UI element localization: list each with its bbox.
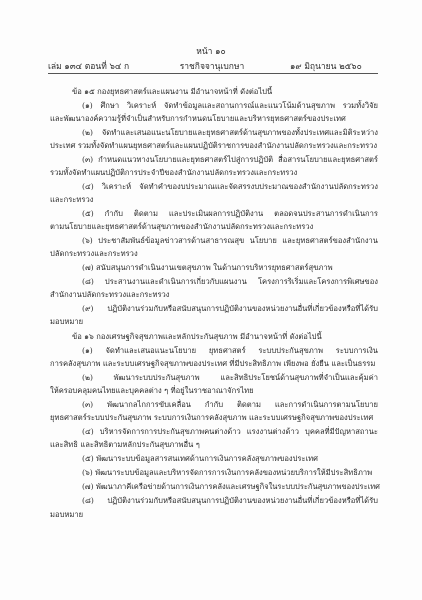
section-15-heading: ข้อ ๑๕ กองยุทธศาสตร์และแผนงาน มีอำนาจหน้าที่ ดังต่อไปนี้ xyxy=(72,87,273,96)
body-line: (๕) กำกับ ติดตาม และประเมินผลการปฏิบัติงาน ตลอดจนประสานการดำเนินการ xyxy=(82,209,378,218)
body-line: สำนักงานปลัดกระทรวงและกระทรวง xyxy=(50,290,170,299)
body-line: และพัฒนาองค์ความรู้ที่จำเป็นสำหรับการกำหนดนโยบายและบริหารยุทธศาสตร์ของประเทศ xyxy=(50,114,346,123)
publication-date: ๑๙ มิถุนายน ๒๕๖๐ xyxy=(290,62,362,72)
body-line: (๔) วิเคราะห์ จัดทำคำของบประมาณและจัดสรรงบประมาณของสำนักงานปลัดกระทรวง xyxy=(82,182,378,191)
body-line: และสิทธิ และสิทธิตามหลักประกันสุขภาพอื่น ๆ xyxy=(50,440,200,449)
body-line: และกระทรวง xyxy=(50,195,94,204)
body-line: มอบหมาย xyxy=(50,317,84,326)
body-line: (๓) กำหนดแนวทางนโยบายและยุทธศาสตร์ไปสู่การปฏิบัติ สื่อสารนโยบายและยุทธศาสตร์ xyxy=(82,155,378,164)
body-line: (๕) พัฒนาระบบข้อมูลสารสนเทศด้านการเงินการคลังสุขภาพของประเทศ xyxy=(82,454,319,463)
page-number: หน้า ๑๐ xyxy=(196,47,226,57)
body-line: (๒) จัดทำและเสนอแนะนโยบายและยุทธศาสตร์ด้านสุขภาพของทั้งประเทศและมิติระหว่าง xyxy=(82,128,378,137)
body-line: (๓) พัฒนากลไกการขับเคลื่อน กำกับ ติดตาม และการดำเนินการตามนโยบาย xyxy=(82,400,378,409)
body-line: (๗) พัฒนาภาคีเครือข่ายด้านการเงินการคลังและเศรษฐกิจในระบบประกันสุขภาพของประเทศ xyxy=(82,482,380,491)
body-line: มอบหมาย xyxy=(50,510,84,519)
body-line: ยุทธศาสตร์ระบบประกันสุขภาพ ระบบการเงินการคลังสุขภาพ และระบบเศรษฐกิจสุขภาพของประเทศ xyxy=(50,413,374,422)
body-line: (๘) ปฏิบัติงานร่วมกับหรือสนับสนุนการปฏิบัติงานของหน่วยงานอื่นที่เกี่ยวข้องหรือที่ได้รับ xyxy=(82,496,378,505)
body-line: (๘) ประสานงานและดำเนินการเกี่ยวกับแผนงาน โครงการริเริ่มและโครงการพิเศษของ xyxy=(82,277,378,286)
body-line: (๗) สนับสนุนการดำเนินงานเขตสุขภาพ ในด้านการบริหารยุทธศาสตร์สุขภาพ xyxy=(82,263,333,272)
body-line: (๙) ปฏิบัติงานร่วมกับหรือสนับสนุนการปฏิบัติงานของหน่วยงานอื่นที่เกี่ยวข้องหรือที่ได้รับ xyxy=(82,304,378,313)
body-line: รวมทั้งจัดทำแผนปฏิบัติการประจำปีของสำนักงานปลัดกระทรวงและกระทรวง xyxy=(50,168,298,177)
body-line: ให้ครอบคลุมคนไทยและบุคคลต่าง ๆ ที่อยู่ในราชอาณาจักรไทย xyxy=(50,386,254,395)
body-line: (๖) พัฒนาระบบข้อมูลและบริหารจัดการการเงินการคลังของหน่วยบริการให้มีประสิทธิภาพ xyxy=(82,468,373,477)
body-line: ตามนโยบายและยุทธศาสตร์ด้านสุขภาพของสำนักงานปลัดกระทรวงและกระทรวง xyxy=(50,222,314,231)
volume-issue: เล่ม ๑๓๔ ตอนที่ ๖๔ ก xyxy=(48,62,130,72)
body-line: (๖) ประชาสัมพันธ์ข้อมูลข่าวสารด้านสาธารณสุข นโยบาย และยุทธศาสตร์ของสำนักงาน xyxy=(82,236,378,245)
body-line: (๒) พัฒนาระบบประกันสุขภาพ และสิทธิประโยชน์ด้านสุขภาพที่จำเป็นและคุ้มค่า xyxy=(82,373,378,382)
body-line: (๑) จัดทำและเสนอแนะนโยบาย ยุทธศาสตร์ ระบบประกันสุขภาพ ระบบการเงิน xyxy=(82,346,378,355)
body-line: ประเทศ รวมทั้งจัดทำแผนยุทธศาสตร์และแผนปฏิบัติราชการของสำนักงานปลัดกระทรวงและกระทรวง xyxy=(50,141,378,150)
body-line: (๑) ศึกษา วิเคราะห์ จัดทำข้อมูลและสถานการณ์และแนวโน้มด้านสุขภาพ รวมทั้งวิจัย xyxy=(82,101,378,110)
body-line: การคลังสุขภาพ และระบบเศรษฐกิจสุขภาพของประเทศ ที่มีประสิทธิภาพ เพียงพอ ยั่งยืน และเป็นธรรม xyxy=(50,359,376,368)
gazette-title: ราชกิจจานุเบกษา xyxy=(179,62,245,72)
section-16-heading: ข้อ ๑๖ กองเศรษฐกิจสุขภาพและหลักประกันสุขภาพ มีอำนาจหน้าที่ ดังต่อไปนี้ xyxy=(72,332,322,341)
header-divider xyxy=(48,73,378,74)
body-line: (๔) บริหารจัดการการประกันสุขภาพคนต่างด้าว แรงงานต่างด้าว บุคคลที่มีปัญหาสถานะ xyxy=(82,427,378,436)
body-line: ปลัดกระทรวงและกระทรวง xyxy=(50,249,138,258)
